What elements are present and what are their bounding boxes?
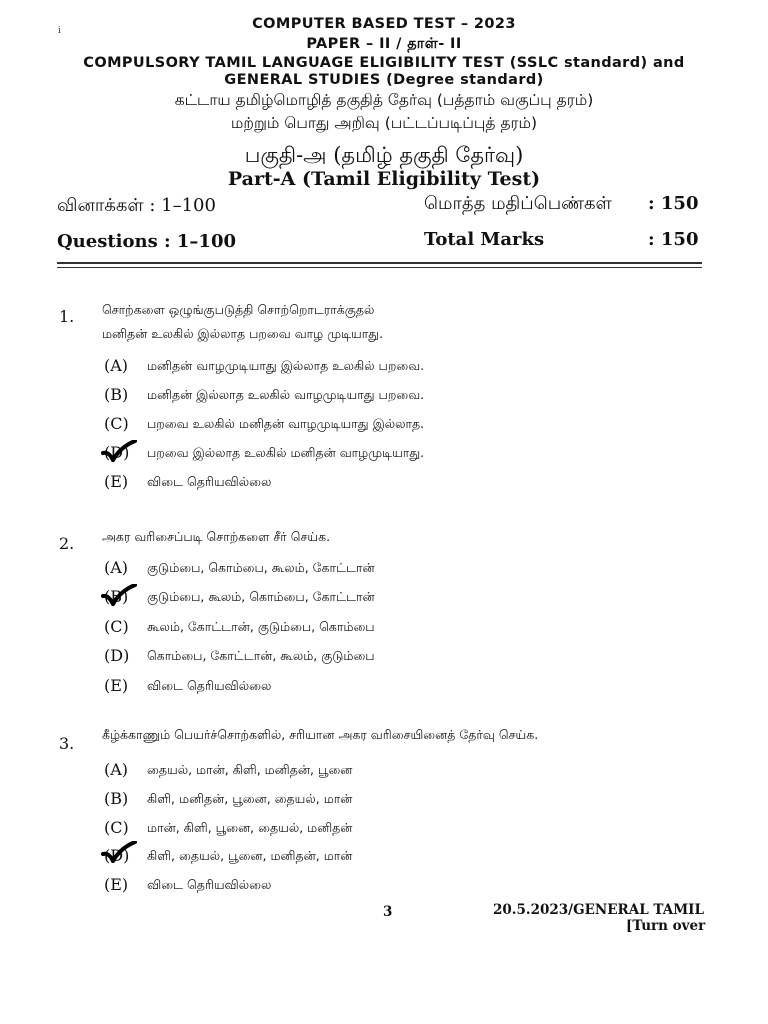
option-letter: (A) <box>104 356 129 375</box>
header-test-name-cont: GENERAL STUDIES (Degree standard) <box>224 72 544 88</box>
questions-range-english: Questions : 1–100 <box>57 231 237 252</box>
question-number: 2. <box>59 534 75 553</box>
option-text: விடை தெரியவில்லை <box>147 678 272 693</box>
paper-code: 20.5.2023/GENERAL TAMIL <box>493 902 704 918</box>
option-letter: (A) <box>104 558 129 577</box>
option-text: கொம்பை, கோட்டான், கூலம், குடும்பை <box>147 648 375 663</box>
page-marker: i <box>58 26 61 36</box>
option-text: கூலம், கோட்டான், குடும்பை, கொம்பை <box>147 619 375 634</box>
option-letter: (D) <box>104 646 130 665</box>
question-text: மனிதன் உலகில் இல்லாத பறவை வாழ முடியாது. <box>102 326 384 341</box>
option-letter: (D) <box>104 443 130 462</box>
option-text: குடும்பை, கூலம், கொம்பை, கோட்டான் <box>147 589 375 604</box>
option-text: மனிதன் இல்லாத உலகில் வாழமுடியாது பறவை. <box>147 387 425 402</box>
total-marks-label-english: Total Marks <box>424 229 545 250</box>
question-number: 3. <box>59 734 75 753</box>
option-letter: (C) <box>104 617 129 636</box>
option-letter: (B) <box>104 789 129 808</box>
option-text: கிளி, மனிதன், பூனை, தையல், மான் <box>147 791 353 806</box>
header-title: COMPUTER BASED TEST – 2023 <box>252 16 516 32</box>
option-letter: (B) <box>104 385 129 404</box>
header-divider-top <box>57 262 702 264</box>
total-marks-value-tamil: : 150 <box>648 193 699 214</box>
option-letter: (E) <box>104 676 129 695</box>
option-letter: (A) <box>104 760 129 779</box>
option-letter: (C) <box>104 818 129 837</box>
option-text: கிளி, தையல், பூனை, மனிதன், மான் <box>147 848 353 863</box>
question-number: 1. <box>59 307 75 326</box>
option-letter: (D) <box>104 846 130 865</box>
total-marks-label-tamil: மொத்த மதிப்பெண்கள் <box>424 193 612 214</box>
part-title-english: Part-A (Tamil Eligibility Test) <box>227 168 541 190</box>
header-tamil-title: கட்டாய தமிழ்மொழித் தகுதித் தேர்வு (பத்தாம் வகுப்பு தரம்) <box>174 91 594 109</box>
option-text: தையல், மான், கிளி, மனிதன், பூனை <box>147 762 353 777</box>
question-text: அகர வரிசைப்படி சொற்களை சீர் செய்க. <box>102 529 331 544</box>
option-letter: (B) <box>104 587 129 606</box>
tick-mark-icon <box>101 440 137 462</box>
header-test-name: COMPULSORY TAMIL LANGUAGE ELIGIBILITY TEST (SSLC standard) and <box>83 55 685 71</box>
option-text: மனிதன் வாழமுடியாது இல்லாத உலகில் பறவை. <box>147 358 425 373</box>
option-text: விடை தெரியவில்லை <box>147 877 272 892</box>
total-marks-value-english: : 150 <box>648 229 699 250</box>
option-letter: (E) <box>104 875 129 894</box>
option-text: மான், கிளி, பூனை, தையல், மனிதன் <box>147 820 353 835</box>
tick-mark-icon <box>101 584 137 606</box>
option-text: குடும்பை, கொம்பை, கூலம், கோட்டான் <box>147 560 375 575</box>
part-title-tamil: பகுதி-அ (தமிழ் தகுதி தேர்வு) <box>244 143 524 167</box>
option-letter: (C) <box>104 414 129 433</box>
option-text: பறவை உலகில் மனிதன் வாழமுடியாது இல்லாத. <box>147 416 425 431</box>
question-text: கீழ்க்காணும் பெயர்ச்சொற்களில், சரியான அகர வரிசையினைத் தேர்வு செய்க. <box>102 727 539 742</box>
option-letter: (E) <box>104 472 129 491</box>
header-paper: PAPER – II / தாள்- II <box>306 36 462 52</box>
option-text: விடை தெரியவில்லை <box>147 474 272 489</box>
option-text: பறவை இல்லாத உலகில் மனிதன் வாழமுடியாது. <box>147 445 425 460</box>
turn-over-note: [Turn over <box>626 918 706 934</box>
question-text: சொற்களை ஒழுங்குபடுத்தி சொற்றொடராக்குதல் <box>102 302 375 317</box>
tick-mark-icon <box>101 841 137 863</box>
header-divider-bottom <box>57 267 702 268</box>
header-tamil-title-cont: மற்றும் பொது அறிவு (பட்டப்படிப்புத் தரம்) <box>230 114 538 132</box>
page-number: 3 <box>383 904 393 920</box>
questions-range-tamil: வினாக்கள் : 1–100 <box>57 195 216 216</box>
